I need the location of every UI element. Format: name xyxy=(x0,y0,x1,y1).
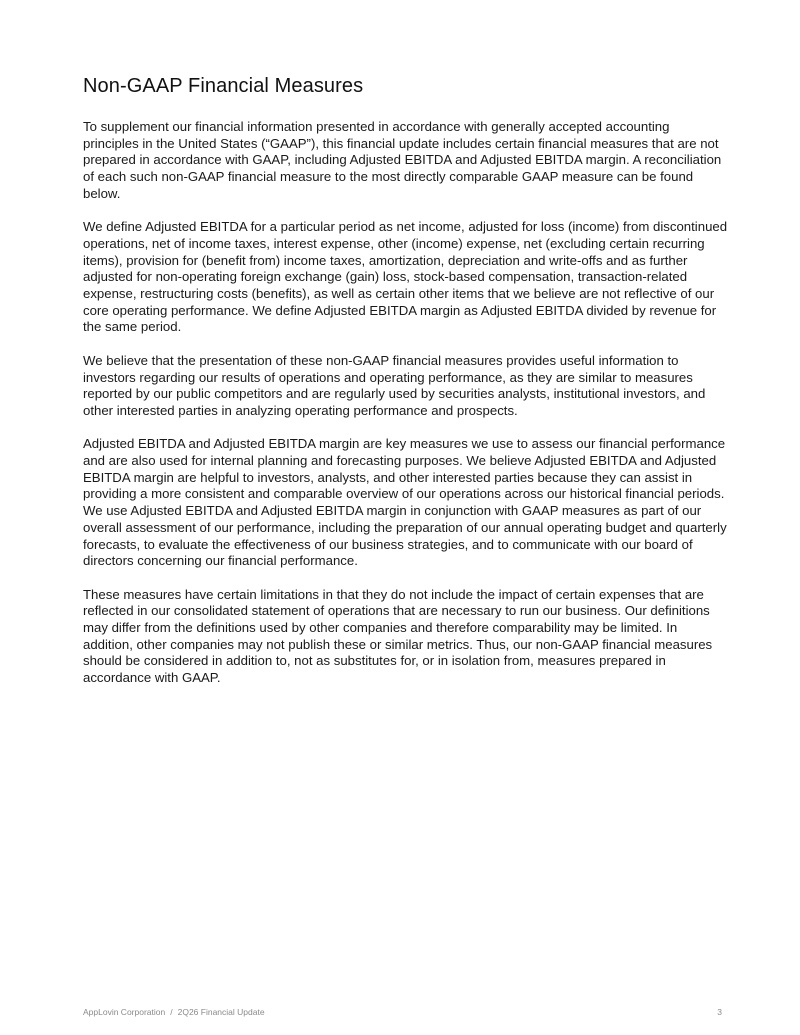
page-heading: Non-GAAP Financial Measures xyxy=(83,75,364,97)
page-number: 3 xyxy=(717,1007,722,1017)
footer-company: AppLovin Corporation xyxy=(83,1007,166,1017)
paragraph-limitations: These measures have certain limitations in that they do not include the impact of certain expenses that are reflected in our consolidated statement of operations that are necessary to run our business. Our definitions may differ from the definitions used by other companies and therefore comparability may be limited. In addition, other companies may not publish these or similar metrics. Thus, our non-GAAP financial measures should be considered in addition to, not as substitutes for, or in isolation from, measures prepared in accordance with GAAP. xyxy=(83,586,713,686)
footer-report-title: 2Q26 Financial Update xyxy=(177,1007,265,1017)
paragraph-definition: We define Adjusted EBITDA for a particular period as net income, adjusted for loss (income) from discontinued operations, net of income taxes, interest expense, other (income) expense, net (excluding certain recurring items), provision for (benefit from) income taxes, amortization, depreciation and write-offs and as further adjusted for non-operating foreign exchange (gain) loss, stock-based compensation, transaction-related expense, restructuring costs (benefits), as well as certain other items that we believe are not reflective of our core operating performance. We define Adjusted EBITDA margin as Adjusted EBITDA divided by revenue for the same period. xyxy=(83,219,728,335)
footer-left xyxy=(83,1006,265,1018)
paragraph-supplement: To supplement our financial information presented in accordance with generally accepted accounting principles in the United States (“GAAP”), this financial update includes certain financial measures that are not prepared in accordance with GAAP, including Adjusted EBITDA and Adjusted EBITDA margin. A reconciliation of each such non-GAAP financial measure to the most directly comparable GAAP measure can be found below. xyxy=(83,119,722,201)
footer-separator: / xyxy=(170,1007,173,1017)
paragraph-key-measures: Adjusted EBITDA and Adjusted EBITDA margin are key measures we use to assess our financial performance and are also used for internal planning and forecasting purposes. We believe Adjusted EBITDA and Adjusted EBITDA margin are helpful to investors, analysts, and other interested parties because they can assist in providing a more consistent and comparable overview of our operations across our historical financial periods. We use Adjusted EBITDA and Adjusted EBITDA margin in conjunction with GAAP measures as part of our overall assessment of our performance, including the preparation of our annual operating budget and quarterly forecasts, to evaluate the effectiveness of our business strategies, and to communicate with our board of directors concerning our financial performance. xyxy=(83,436,727,569)
paragraph-usefulness: We believe that the presentation of these non-GAAP financial measures provides useful information to investors regarding our results of operations and operating performance, as they are similar to measures reported by our public competitors and are regularly used by securities analysts, institutional investors, and other interested parties in analyzing operating performance and prospects. xyxy=(83,352,706,418)
page-content xyxy=(83,72,728,704)
